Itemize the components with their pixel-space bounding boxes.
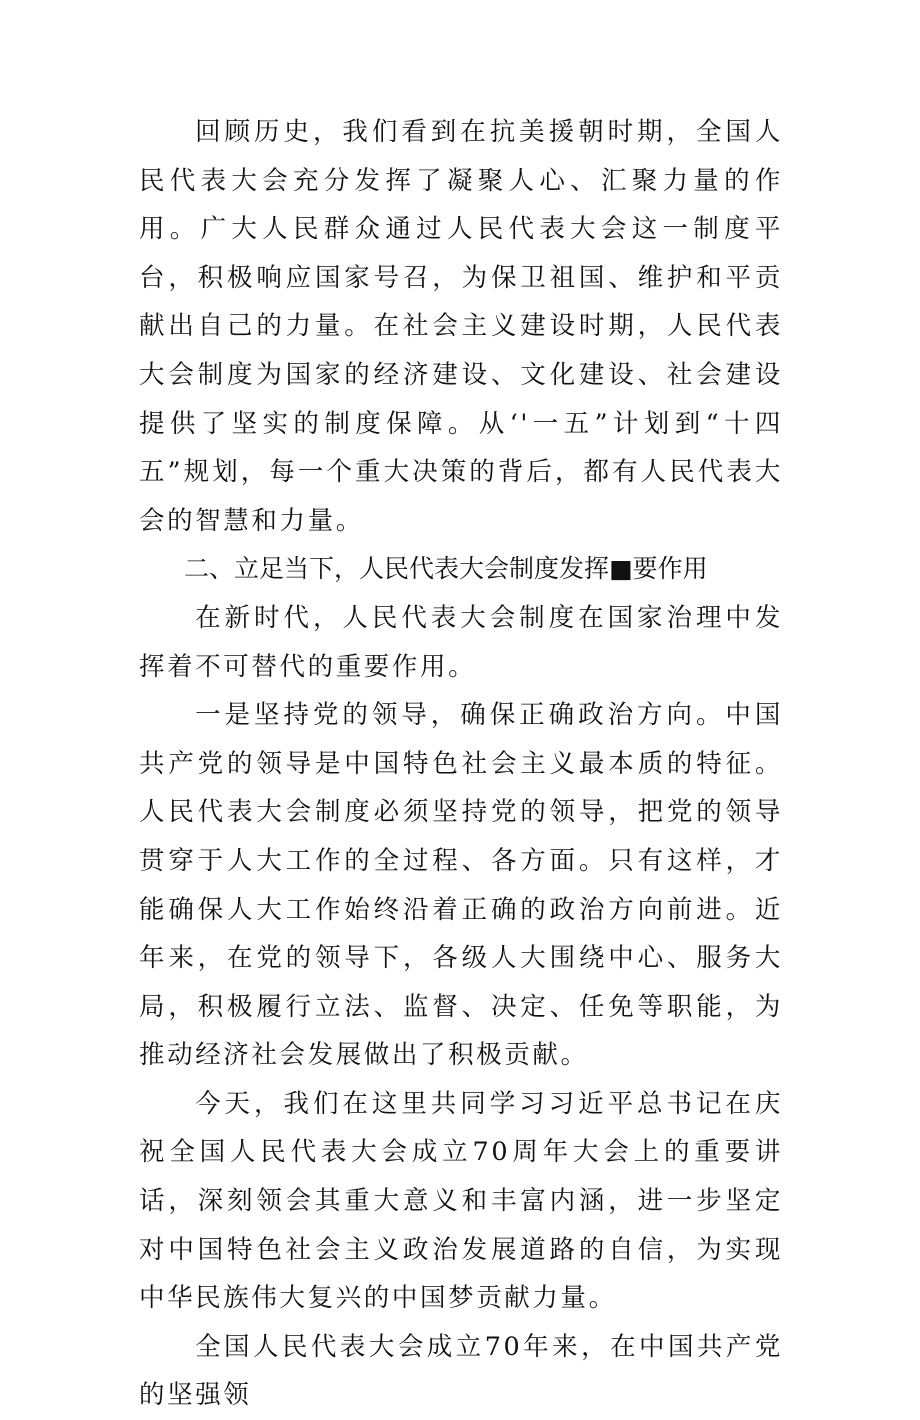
paragraph-70-years: 全国人民代表大会成立70年来，在中国共产党的坚强领 — [139, 1331, 783, 1411]
document-body — [139, 108, 783, 1420]
paragraph-new-era: 在新时代，人民代表大会制度在国家治理中发挥着不可替代的重要作用。 — [139, 602, 783, 682]
paragraph-party-leadership: 一是坚持党的领导，确保正确政治方向。中国共产党的领导是中国特色社会主义最本质的特征。人民代表大会制度必须坚持党的领导，把党的领导贯穿于人大工作的全过程、各方面。只有这样，才能确保人大工作始终沿着正确的政治方向前进。近年来，在党的领导下，各级人大围绕中心、服务大局，积极履行立法、监督、决定、任免等职能，为推动经济社会发展做出了积极贡献。 — [139, 700, 783, 1071]
paragraph-today-study: 今天，我们在这里共同学习习近平总书记在庆祝全国人民代表大会成立70周年大会上的重要讲话，深刻领会其重大意义和丰富内涵，进一步坚定对中国特色社会主义政治发展道路的自信，为实现中华民族伟大复兴的中国梦贡献力量。 — [139, 1088, 783, 1314]
paragraph-history-review: 回顾历史，我们看到在抗美援朝时期，全国人民代表大会充分发挥了凝聚人心、汇聚力量的作用。广大人民群众通过人民代表大会这一制度平台，积极响应国家号召，为保卫祖国、维护和平贡献出自己的力量。在社会主义建设时期，人民代表大会制度为国家的经济建设、文化建设、社会建设提供了坚实的制度保障。从‘'一五”计划到“十四五”规划，每一个重大决策的背后，都有人民代表大会的智慧和力量。 — [139, 117, 783, 536]
section-heading-2: 二、立足当下，人民代表大会制度发挥■要作用 — [184, 554, 708, 584]
